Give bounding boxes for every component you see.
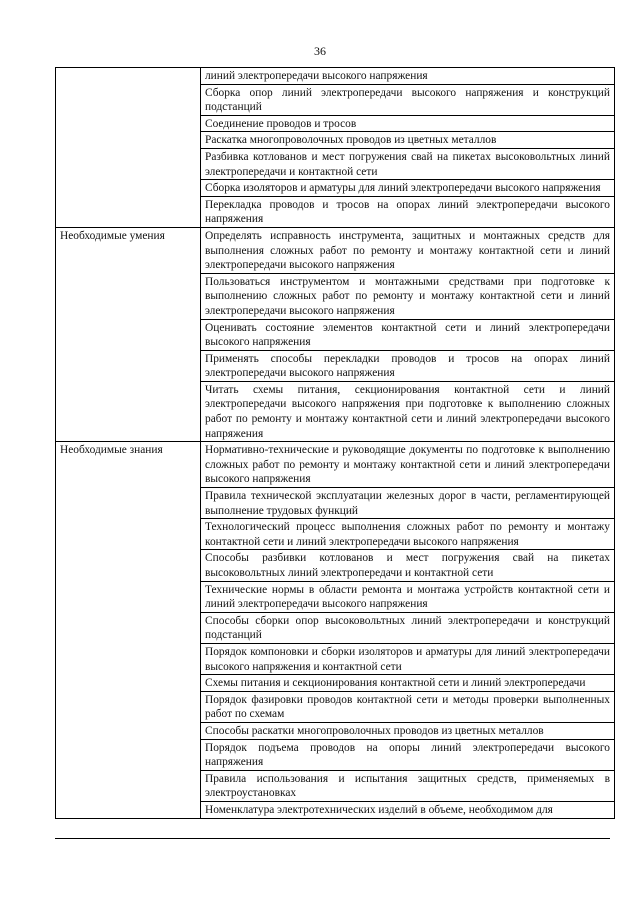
requirement-item: Сборка изоляторов и арматуры для линий электропередачи высокого напряжения (201, 180, 615, 197)
table-bottom-border (55, 838, 610, 839)
requirement-item: Порядок фазировки проводов контактной сети и методы проверки выполненных работ по схемам (201, 691, 615, 722)
requirement-item: Технологический процесс выполнения сложных работ по ремонту и монтажу контактной сети и линий электропередачи высокого напряжения (201, 519, 615, 550)
requirements-table-body (56, 68, 615, 819)
requirement-item: Номенклатура электротехнических изделий в объеме, необходимом для (201, 801, 615, 818)
requirement-item: Сборка опор линий электропередачи высокого напряжения и конструкций подстанций (201, 84, 615, 115)
requirement-item: Схемы питания и секционирования контактной сети и линий электропередачи (201, 675, 615, 692)
requirement-item: Читать схемы питания, секционирования контактной сети и линий электропередачи высокого напряжения при подготовке к выполнению сложных работ по ремонту и монтажу контактной сети и линий электропередачи высокого напряжения (201, 381, 615, 441)
requirement-item: Определять исправность инструмента, защитных и монтажных средств для выполнения сложных работ по ремонту и монтажу контактной сети и линий электропередачи высокого напряжения (201, 227, 615, 273)
requirements-table (55, 67, 615, 819)
table-row (56, 442, 615, 488)
requirement-item: Технические нормы в области ремонта и монтажа устройств контактной сети и линий электропередачи высокого напряжения (201, 581, 615, 612)
requirement-item: линий электропередачи высокого напряжения (201, 68, 615, 85)
requirement-item: Способы раскатки многопроволочных проводов из цветных металлов (201, 722, 615, 739)
requirement-item: Способы разбивки котлованов и мест погружения свай на пикетах высоковольтных линий электропередачи и контактной сети (201, 550, 615, 581)
requirement-item: Правила использования и испытания защитных средств, применяемых в электроустановках (201, 770, 615, 801)
page-number: 36 (314, 44, 326, 58)
requirement-item: Способы сборки опор высоковольтных линий электропередачи и конструкций подстанций (201, 612, 615, 643)
section-label: Необходимые умения (56, 227, 201, 441)
table-row (56, 227, 615, 273)
requirement-item: Разбивка котлованов и мест погружения свай на пикетах высоковольтных линий электропередачи и контактной сети (201, 148, 615, 179)
requirement-item: Соединение проводов и тросов (201, 115, 615, 132)
requirement-item: Нормативно-технические и руководящие документы по подготовке к выполнению сложных работ по ремонту и монтажу контактной сети и линий электропередачи высокого напряжения (201, 442, 615, 488)
section-label (56, 68, 201, 228)
requirement-item: Пользоваться инструментом и монтажными средствами при подготовке к выполнению сложных работ по ремонту и монтажу контактной сети и линий электропередачи высокого напряжения (201, 273, 615, 319)
requirement-item: Порядок подъема проводов на опоры линий электропередачи высокого напряжения (201, 739, 615, 770)
requirement-item: Оценивать состояние элементов контактной сети и линий электропередачи высокого напряжения (201, 319, 615, 350)
requirement-item: Перекладка проводов и тросов на опорах линий электропередачи высокого напряжения (201, 196, 615, 227)
section-label: Необходимые знания (56, 442, 201, 818)
table-row (56, 68, 615, 85)
requirement-item: Раскатка многопроволочных проводов из цветных металлов (201, 132, 615, 149)
requirement-item: Правила технической эксплуатации железных дорог в части, регламентирующей выполнение трудовых функций (201, 488, 615, 519)
requirement-item: Порядок компоновки и сборки изоляторов и арматуры для линий электропередачи высокого напряжения и контактной сети (201, 643, 615, 674)
requirement-item: Применять способы перекладки проводов и тросов на опорах линий электропередачи высокого напряжения (201, 350, 615, 381)
